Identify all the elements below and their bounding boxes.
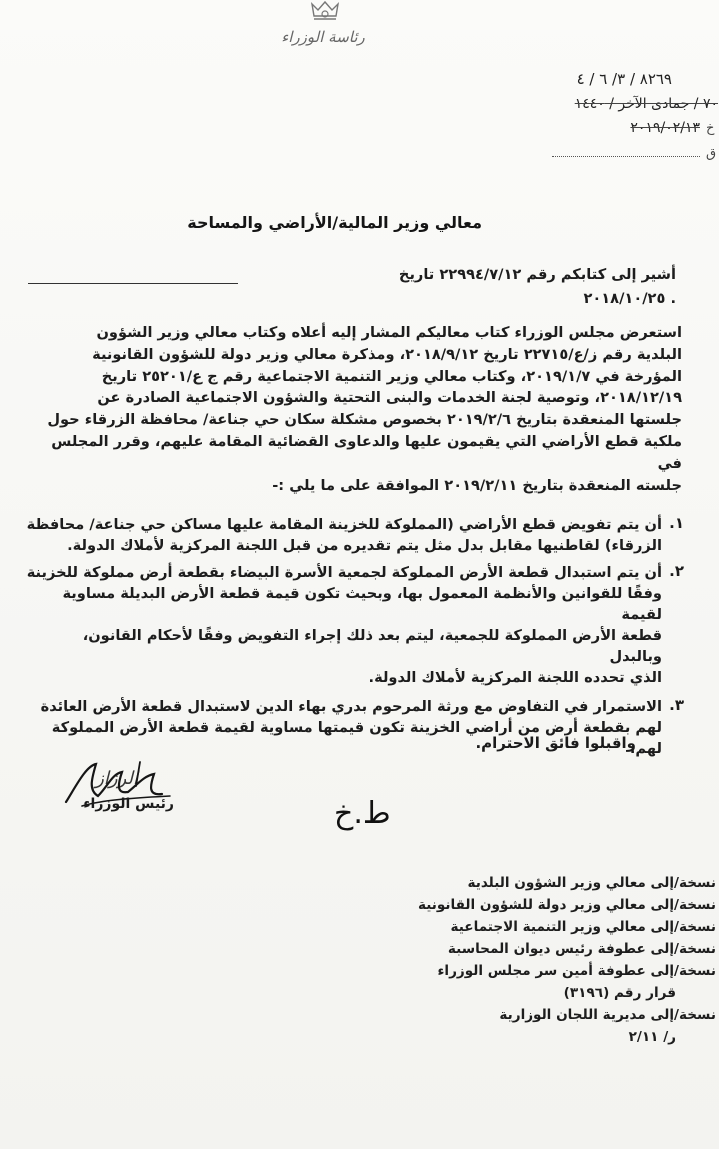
decision-number-line: قرار رقم (٣١٩٦) (563, 985, 676, 1001)
body-line: استعرض مجلس الوزراء كتاب معاليكم المشار إليه أعلاه وكتاب معالي وزير الشؤون (96, 324, 682, 341)
addressee: معالي وزير المالية/الأراضي والمساحة (187, 213, 482, 232)
cc-item: نسخة/إلى عطوفة رئيس ديوان المحاسبة (447, 941, 716, 957)
initials: ط.خ (334, 796, 391, 831)
hijri-date: ٧٠ / جمادى الآخر / ١٤٤٠ (574, 96, 718, 112)
decision-number: ١. (669, 514, 684, 532)
crown-emblem-icon (308, 0, 342, 22)
letterhead-title: رئاسة الوزراء (281, 28, 365, 46)
cc-item: نسخة/إلى معالي وزير التنمية الاجتماعية (450, 919, 716, 935)
reference-underline (28, 283, 238, 284)
reference-line-1: أشير إلى كتابكم رقم ٢٢٩٩٤/٧/١٢ تاريخ (398, 266, 676, 283)
decision-line: الزرقاء) لقاطنيها مقابل بدل مثل يتم تقديره من قبل اللجنة المركزية لأملاك الدولة. (67, 537, 662, 554)
body-line: ٢٠١٨/١٢/١٩، وتوصية لجنة الخدمات والبنى التحتية والشؤون الاجتماعية الصادرة عن (97, 389, 682, 407)
signature-caption: رئيس الوزراء (83, 796, 174, 812)
decision-line: وفقًا للقوانين والأنظمة المعمول بها، وبحيث تكون قيمة قطعة الأرض البديلة مساوية لقيمة (62, 585, 662, 623)
reference-line-2: ٢٠١٨/١٠/٢٥ . (583, 290, 676, 307)
attachments-label: ق (706, 146, 717, 161)
decisions-list (26, 514, 684, 759)
decision-line: لهم بقطعة أرض من أراضي الخزينة تكون قيمتها مساوية لقيمة قطعة الأرض المملوكة لهم. (51, 719, 662, 757)
decision-line: أن يتم استبدال قطعة الأرض المملوكة لجمعية الأسرة البيضاء بقطعة أرض مملوكة للخزينة (26, 564, 662, 581)
date-label: خ (706, 121, 715, 136)
cc-item: نسخة/إلى معالي وزير دولة للشؤون القانونية (417, 897, 716, 913)
body-line: جلسته المنعقدة بتاريخ ٢٠١٩/٢/١١ الموافقة على ما يلي :- (272, 476, 682, 494)
decision-number: ٢. (669, 562, 684, 580)
body-line: ملكية قطع الأراضي التي يقيمون عليها والدعاوى القضائية المقامة عليهم، وقرر المجلس في (51, 432, 682, 472)
attachments-dotted-line (552, 156, 700, 157)
body-line: جلستها المنعقدة بتاريخ ٢٠١٩/٢/٦ بخصوص مشكلة سكان حي جناعة/ محافظة الزرقاء حول (47, 411, 682, 429)
cc-list (376, 872, 716, 1048)
decision-line: الاستمرار في التفاوض مع ورثة المرحوم بدري بهاء الدين لاستبدال قطعة الأرض العائدة (40, 698, 662, 715)
decision-line: أن يتم تفويض قطع الأراضي (المملوكة للخزينة المقامة عليها مساكن حي جناعة/ محافظة (26, 516, 662, 533)
reference-number: ٨٢٦٩ / ٣/ ٦ / ٤ (576, 70, 672, 88)
body-paragraph (26, 322, 682, 496)
cc-item: نسخة/إلى عطوفة أمين سر مجلس الوزراء (437, 963, 716, 979)
decision-item (26, 562, 684, 688)
decision-line: الذي تحدده اللجنة المركزية لأملاك الدولة. (368, 669, 662, 686)
decision-line: قطعة الأرض المملوكة للجمعية، ليتم بعد ذلك إجراء التفويض وفقًا لأحكام القانون، وبالبدل (82, 627, 662, 665)
cc-item: نسخة/إلى معالي وزير الشؤون البلدية (467, 875, 716, 891)
file-reference: ر/ ٢/١١ (628, 1029, 676, 1045)
signature-scrawl-text: الرزاز (95, 768, 138, 789)
body-line: البلدية رقم ز/ع/٢٢٧١٥ تاريخ ٢٠١٨/٩/١٢، ومذكرة معالي وزير دولة للشؤون القانونية (92, 345, 682, 363)
body-line: المؤرخة في ٢٠١٩/١/٧، وكتاب معالي وزير التنمية الاجتماعية رقم ج ع/٢٥٢٠١ تاريخ (101, 367, 682, 385)
closing-salutation: واقبلوا فائق الاحترام. (475, 734, 636, 752)
gregorian-date: ٢٠١٩/٠٢/١٣ (630, 120, 700, 136)
cc-item: نسخة/إلى مديرية اللجان الوزارية (499, 1007, 716, 1023)
decision-item (26, 514, 684, 556)
decision-number: ٣. (669, 696, 684, 714)
